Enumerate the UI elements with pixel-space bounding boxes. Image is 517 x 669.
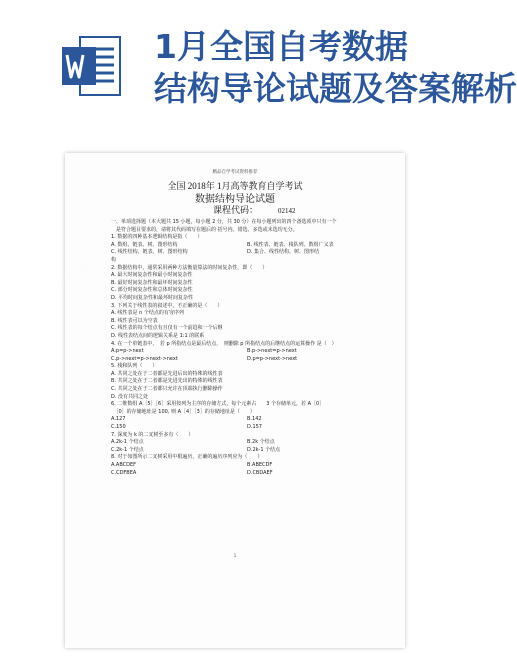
question-line: B. 最好时间复杂性和最坏时间复杂性 bbox=[111, 279, 193, 286]
question-line: C. 部分时间复杂性和总体时间复杂性 bbox=[111, 287, 193, 294]
option-row bbox=[111, 416, 383, 424]
doc-title-exam: 全国 2018年 1月高等教育自学考试 bbox=[167, 181, 303, 191]
word-doc-icon bbox=[60, 33, 122, 99]
option-text: D.CBDAEF bbox=[247, 469, 273, 476]
question-line: ［0］的存储地址是 100, 则 A［4］［3］的存储地址是（ ） bbox=[111, 408, 255, 415]
option-row bbox=[111, 439, 383, 447]
question-line: B. 线性表可以为空表 bbox=[111, 317, 158, 324]
question-line: 是符合题目要求的，请将其代码填写在题后的 括号内。错选、多选或未选均无分。 bbox=[111, 226, 298, 233]
question-line: 一、单项选择题（本大题共 15 小题，每小题 2 分，共 30 分）在每小题列出的四个备选项中只有一个 bbox=[111, 219, 337, 225]
banner-title-line1: 1月全国自考数据 bbox=[154, 27, 408, 66]
question-line: D. 线性表结点间的逻辑关系是 1:1 的联系 bbox=[111, 332, 205, 339]
option-row bbox=[111, 462, 383, 470]
option-text: C.2k-1 个结点 bbox=[111, 446, 144, 453]
option-text: B.p->next=p->next bbox=[247, 348, 297, 355]
question-line: 6. 二维数组 A［5］［6］采用按列为主序的存储方式，每个元素占 3 个存储单元，若 A［0］ bbox=[111, 401, 325, 408]
option-text: C. 线性结构、链表、树、图形结构 bbox=[111, 249, 188, 256]
page-number: 1 bbox=[233, 553, 237, 558]
question-line: C. 线性表的每个结点有且仅有一个前趋和一个后继 bbox=[111, 325, 223, 332]
question-line: 3. 下列关于线性表的叙述中，不正确的是（ ） bbox=[111, 302, 223, 309]
banner bbox=[0, 0, 517, 150]
question-line: D. 没有共同之处 bbox=[111, 393, 149, 400]
question-line: B. 共同之处在于二者都是先进先出的特殊的线性表 bbox=[111, 378, 223, 385]
banner-title-line2: 结构导论试题及答案解析 bbox=[154, 69, 517, 108]
option-text: A.2k-1 个结点 bbox=[111, 439, 144, 446]
option-text: C.CDFBEA bbox=[111, 469, 137, 476]
option-text: D.2k-1 个结点 bbox=[247, 446, 281, 453]
watermark: · · · · · · · · · · bbox=[56, 263, 90, 290]
option-row bbox=[111, 470, 383, 478]
question-body bbox=[111, 219, 383, 477]
option-text: A.127 bbox=[111, 416, 126, 423]
option-row bbox=[111, 249, 383, 257]
question-line: 构 bbox=[111, 256, 117, 263]
option-text: A. 数组、链表、树、图形结构 bbox=[111, 241, 178, 248]
course-code-label: 课程代码： bbox=[213, 205, 259, 215]
question-line: A. 线性表是 n 个结点的有穷序列 bbox=[111, 310, 184, 317]
banner-title bbox=[154, 28, 517, 108]
option-text: B.2k 个结点 bbox=[247, 439, 275, 446]
option-text: C.150 bbox=[111, 424, 126, 431]
option-text: C.p->next=p->next->next bbox=[111, 355, 178, 362]
option-text: B.142 bbox=[247, 416, 262, 423]
option-text: D. 集合、线性结构、树、图形结 bbox=[247, 249, 320, 256]
option-text: D.157 bbox=[247, 424, 262, 431]
question-line: 1. 数据的四种基本逻辑结构是指（ ） bbox=[111, 234, 203, 241]
question-line: 7. 深度为 k 的二叉树至多有（ ） bbox=[111, 431, 194, 438]
question-line: A. 共同之处在于二者都是先进后出的特殊的线性表 bbox=[111, 370, 223, 377]
question-line: 8. 对于如图所示二叉树采用中根遍历，正确的遍历序列应为（ ） bbox=[111, 454, 263, 461]
option-row bbox=[111, 424, 383, 432]
option-text: A.p=p->next bbox=[111, 348, 144, 355]
course-code bbox=[213, 203, 296, 216]
course-code-value: 02142 bbox=[278, 207, 296, 215]
doc-title-subject: 数据结构导论试题 bbox=[195, 194, 275, 205]
question-line: C. 共同之处在于二者都只允许在顶端执行删除操作 bbox=[111, 386, 223, 393]
page-small-header: 精品自学考试资料推荐 bbox=[212, 170, 258, 175]
question-line: 5. 栈和队列（ ） bbox=[111, 363, 158, 370]
question-line: A. 最大时间复杂性和最小时间复杂性 bbox=[111, 272, 193, 279]
option-text: B.ABECDF bbox=[247, 462, 273, 468]
question-line: 2. 数据结构中，通常采用两种方法衡量算法的时间复杂性，即（ ） bbox=[111, 264, 268, 271]
option-text: A.ABCDEF bbox=[111, 462, 137, 468]
option-text: B. 线性表、链表、栈队列、数组广义表 bbox=[247, 241, 334, 248]
question-line: D. 平均时间复杂性和最坏时间复杂性 bbox=[111, 294, 194, 301]
option-text: D.p=p->next->next bbox=[247, 355, 298, 362]
document-page bbox=[56, 153, 405, 648]
option-row bbox=[111, 348, 383, 356]
question-line: 4. 在一个单链表中， 若 p 所指结点是最后结点， 则删除 p 所指结点的后继结点的运算操作 是（ ） bbox=[111, 340, 337, 347]
